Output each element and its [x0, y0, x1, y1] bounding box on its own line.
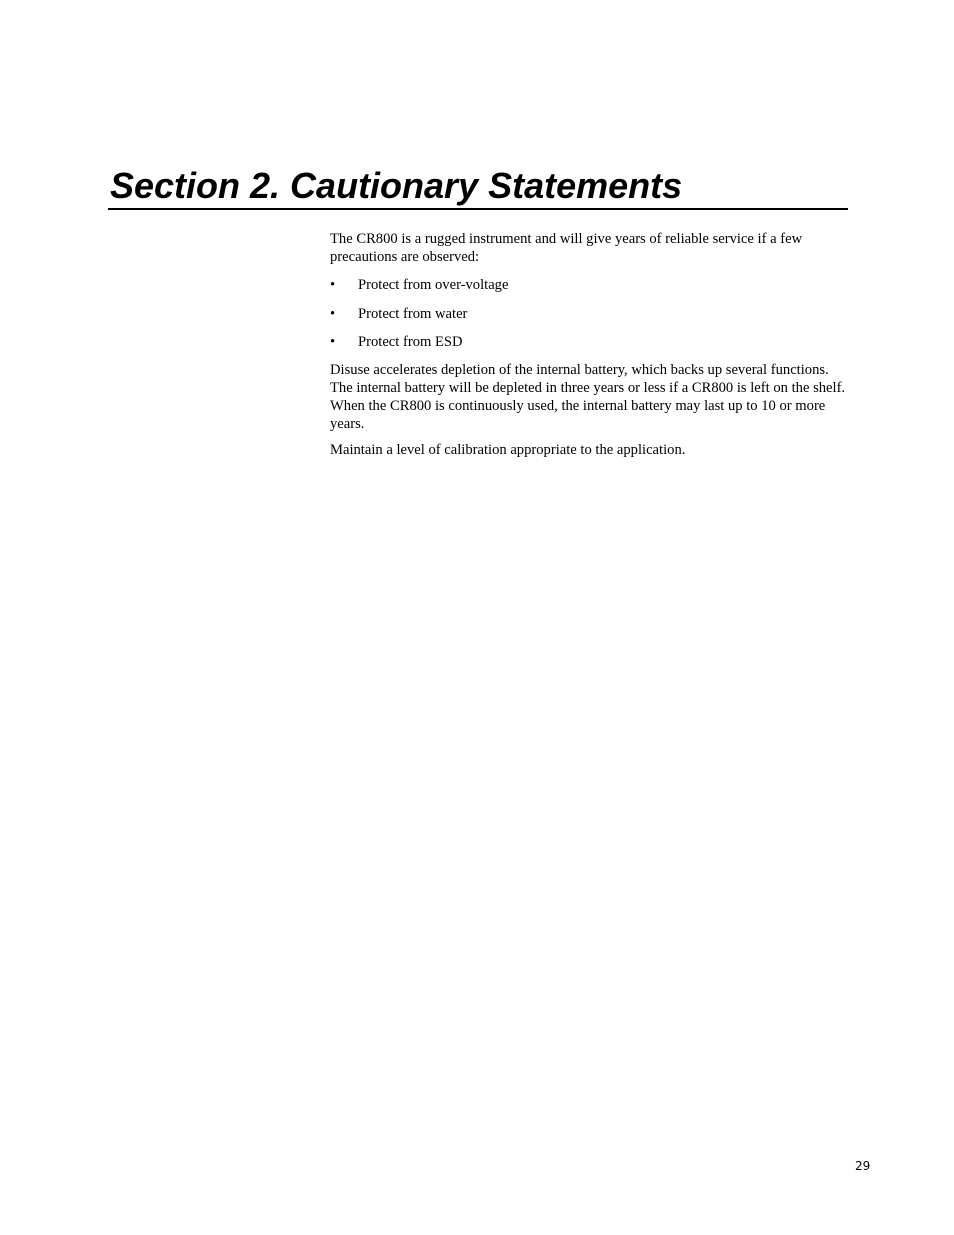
- precautions-list: [330, 276, 850, 351]
- battery-paragraph: Disuse accelerates depletion of the internal battery, which backs up several functions. The internal battery will be depleted in three years or less if a CR800 is left on the shelf. When the CR800 is continuously used, the internal battery may last up to 10 or more years.: [330, 361, 846, 433]
- intro-paragraph: The CR800 is a rugged instrument and will give years of reliable service if a few precautions are observed:: [330, 231, 803, 266]
- bullet-icon: •: [330, 277, 336, 294]
- calibration-paragraph: Maintain a level of calibration appropriate to the application.: [330, 442, 686, 459]
- page-number: 29: [855, 1159, 871, 1173]
- precaution-text: Protect from over-voltage: [358, 277, 509, 294]
- precaution-text: Protect from water: [358, 305, 468, 322]
- bullet-icon: •: [330, 305, 336, 322]
- section-title: Section 2. Cautionary Statements: [110, 165, 683, 206]
- list-item: [330, 305, 850, 323]
- list-item: [330, 276, 850, 294]
- body-column: [330, 230, 850, 460]
- list-item: [330, 333, 850, 351]
- bullet-icon: •: [330, 334, 336, 351]
- title-rule: [108, 208, 848, 210]
- precaution-text: Protect from ESD: [358, 334, 463, 351]
